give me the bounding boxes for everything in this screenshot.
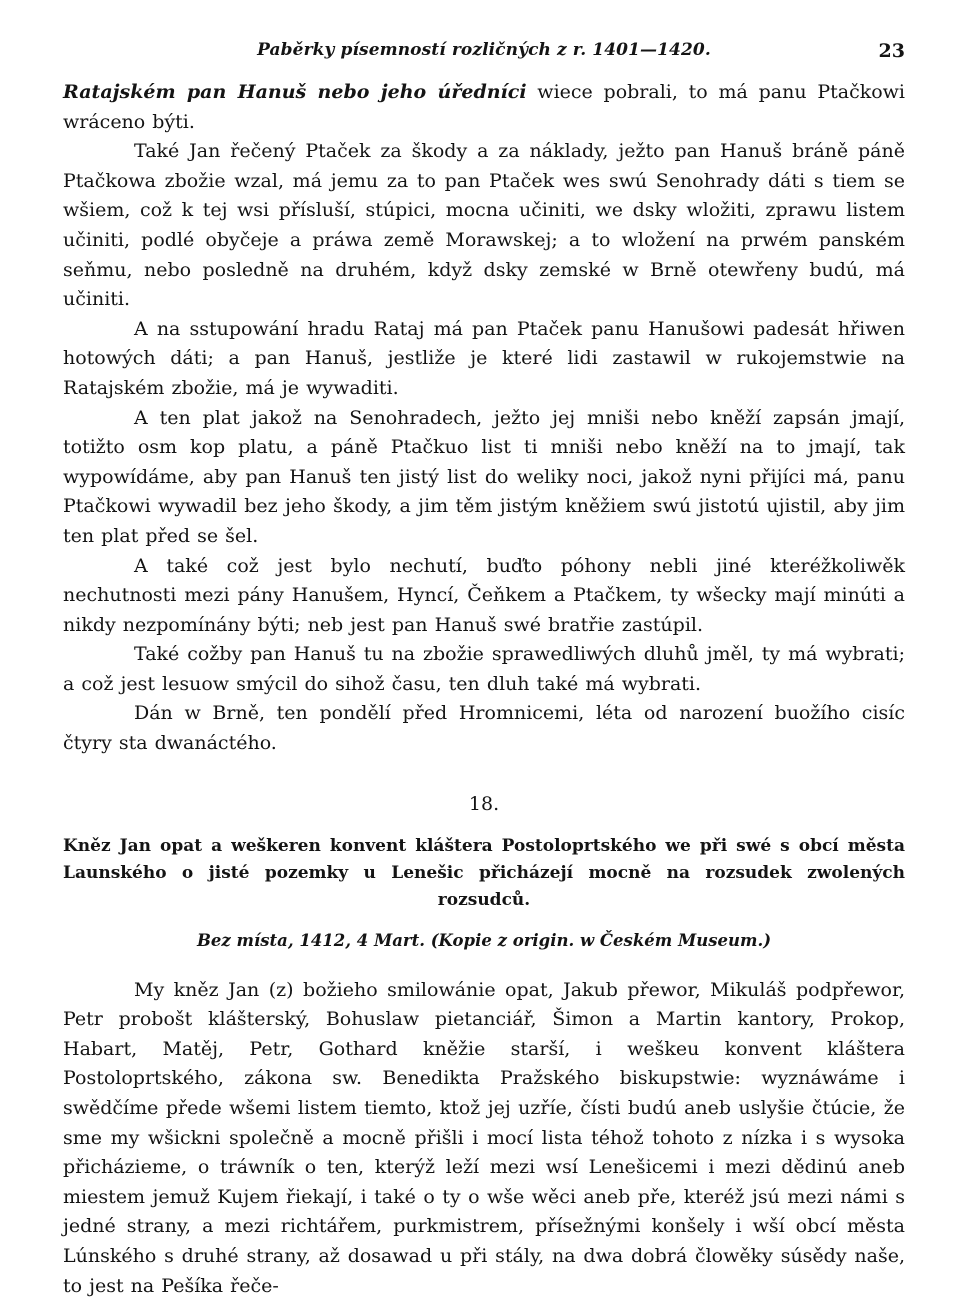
- paragraph: A také což jest bylo nechutí, buďto póhony nebli jiné kteréžkoliwěk nechutnosti mezi pány Hanušem, Hyncí, Čeňkem a Ptačkem, ty wšecky mají minúti a nikdy nezpomínány býti; neb jest pan Hanuš swé bratřie zastúpil.: [63, 554, 905, 636]
- document-number: 18.: [468, 792, 500, 815]
- page-number: 23: [878, 40, 905, 62]
- running-header: [63, 38, 905, 78]
- paragraph: Také cožby pan Hanuš tu na zbožie sprawedliwých dluhů jměl, ty má wybrati; a což jest lesuow smýcil do sihož času, ten dluh také má wybrati.: [63, 643, 905, 695]
- running-title: Paběrky písemností rozličných z r. 1401—1420.: [257, 40, 711, 60]
- paragraph: A na sstupowání hradu Rataj má pan Ptaček panu Hanušowi padesát hřiwen hotowých dáti; a pan Hanuš, jestliže je které lidi zastawil w rukojemstwie na Ratajském zbožie, má je wywaditi.: [63, 317, 905, 399]
- body-text: [63, 78, 905, 759]
- paragraph-lead-italic: Ratajském pan Hanuš nebo jeho úředníci: [63, 81, 527, 103]
- paragraph-dating: Dán w Brně, ten pondělí před Hromnicemi, léta od narození buožího cisíc čtyry sta dwanáctého.: [63, 702, 905, 755]
- paragraph-continued-rest: wiece pobrali, to má panu Ptačkowi wráceno býti.: [63, 81, 905, 133]
- paragraph-continued: [63, 78, 905, 137]
- paragraph: A ten plat jakož na Senohradech, ježto jej mniši nebo kněží zapsán jmají, totižto osm kop platu, a páně Ptačkuo list ti mniši nebo kněží na to jmají, tak wypowídáme, aby pan Hanuš ten jistý list do weliky noci, jakož nyni přijíci má, panu Ptačkowi wywadil bez jeho škody, a jim těm jistým kněžiem swú jistotú ujistil, aby jim ten plat před se šel.: [63, 406, 905, 547]
- document-date-line: Bez místa, 1412, 4 Mart. (Kopie z origin. w Českém Museum.): [196, 930, 772, 950]
- book-page: [63, 38, 905, 1301]
- paragraph: My kněz Jan (z) božieho smilowánie opat, Jakub přewor, Mikuláš podpřewor, Petr probošt klášterský, Bohuslaw pietanciář, Šimon a Martin kantory, Prokop, Habart, Matěj, Petr, Gothard kněžie starší, i weškeu konvent kláštera Postoloprtského, zákona sw. Benedikta Pražského biskupstwie: wyznáwáme i swědčíme přede wšemi listem tiemto, ktož jej uzříe, čísti budú aneb uslyšie čtúcie, že sme my wšickni společně a mocně přišli i mocí lista téhož tohoto z nízka i s wysoka přicházieme, o tráwník o ten, kterýž leží mezi wsí Lenešicemi i mezi dědinú aneb miestem jemuž Kujem řiekají, i také o ty o wše wěci aneb pře, kteréž jsú mezi námi s jedné strany, a mezi richtářem, purkmistrem, přísežnými konšely i wší obcí města Lúnského s druhé strany, až dosawad u při stály, na dwa dobrá člowěky súsědy naše, to jest na Pešíka řeče-: [63, 978, 905, 1297]
- document-text: [63, 976, 905, 1301]
- paragraph: Také Jan řečený Ptaček za škody a za náklady, ježto pan Hanuš bráně páně Ptačkowa zbožie wzal, má jemu za to pan Ptaček wes swú Senohrady dáti s tiem se wšiem, což k tej wsi přísluší, stúpici, mocna učiniti, we dsky wložiti, zprawu listem učiniti, podlé obyčeje a práwa země Morawskej; a to wložení na prwém panském seňmu, nebo posledně na druhém, když dsky zemské w Brně otewřeny budú, má učiniti.: [63, 140, 905, 311]
- document-heading: Kněz Jan opat a weškeren konvent kláštera Postoloprtského we při swé s obcí města Launského o jisté pozemky u Lenešic přicházejí mocně na rozsudek zwolených rozsudců.: [63, 835, 905, 910]
